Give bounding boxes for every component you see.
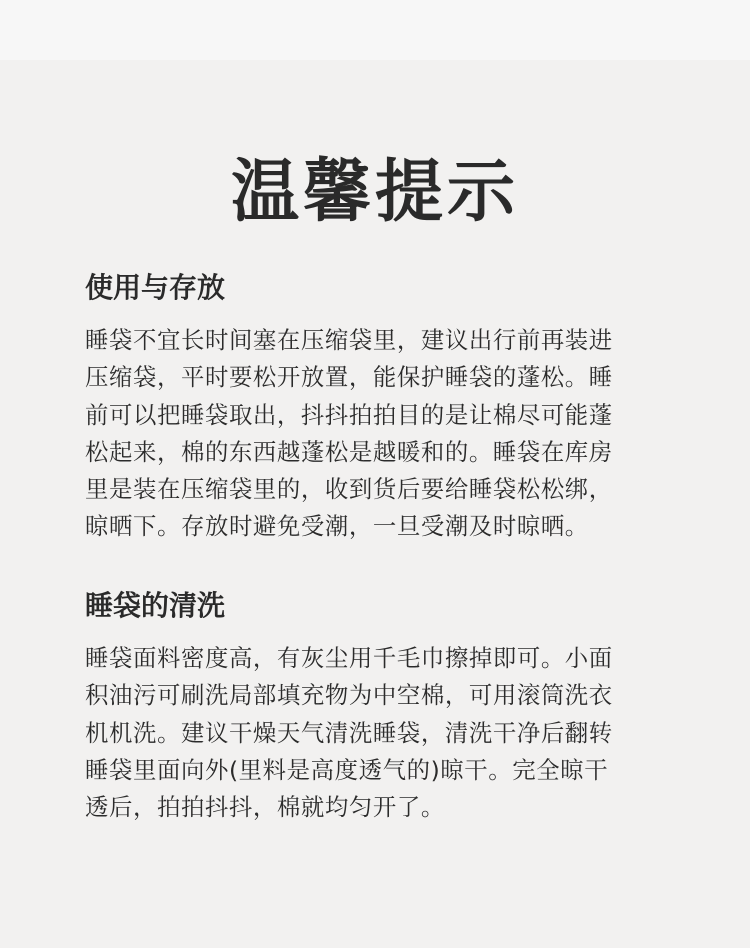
top-band bbox=[0, 0, 750, 60]
text-line: 睡袋里面向外(里料是高度透气的)晾干。完全晾干 bbox=[85, 755, 609, 784]
text-line: 睡袋不宜长时间塞在压缩袋里，建议出行前再装进 bbox=[85, 326, 613, 354]
text-line: 积油污可刷洗局部填充物为中空棉，可用滚筒洗衣 bbox=[85, 681, 613, 710]
section-heading-storage: 使用与存放 bbox=[85, 271, 226, 304]
text-line: 压缩袋，平时要松开放置，能保护睡袋的蓬松。睡 bbox=[85, 363, 613, 392]
text-line: 透后，拍拍抖抖，棉就均匀开了。 bbox=[85, 793, 445, 822]
text-line: 前可以把睡袋取出，抖抖拍拍目的是让棉尽可能蓬 bbox=[85, 400, 613, 429]
text-line: 松起来，棉的东西越蓬松是越暖和的。睡袋在库房 bbox=[85, 437, 613, 466]
section-body-storage bbox=[85, 322, 665, 546]
text-line: 睡袋面料密度高，有灰尘用千毛巾擦掉即可。小面 bbox=[85, 644, 613, 672]
page-title: 温馨提示 bbox=[230, 153, 519, 232]
text-line: 里是装在压缩袋里的，收到货后要给睡袋松松绑， bbox=[85, 475, 613, 504]
text-line: 晾晒下。存放时避免受潮，一旦受潮及时晾晒。 bbox=[85, 512, 589, 541]
text-line: 机机洗。建议干燥天气清洗睡袋，清洗干净后翻转 bbox=[85, 718, 613, 747]
section-body-washing bbox=[85, 640, 665, 826]
section-heading-washing: 睡袋的清洗 bbox=[85, 589, 226, 622]
